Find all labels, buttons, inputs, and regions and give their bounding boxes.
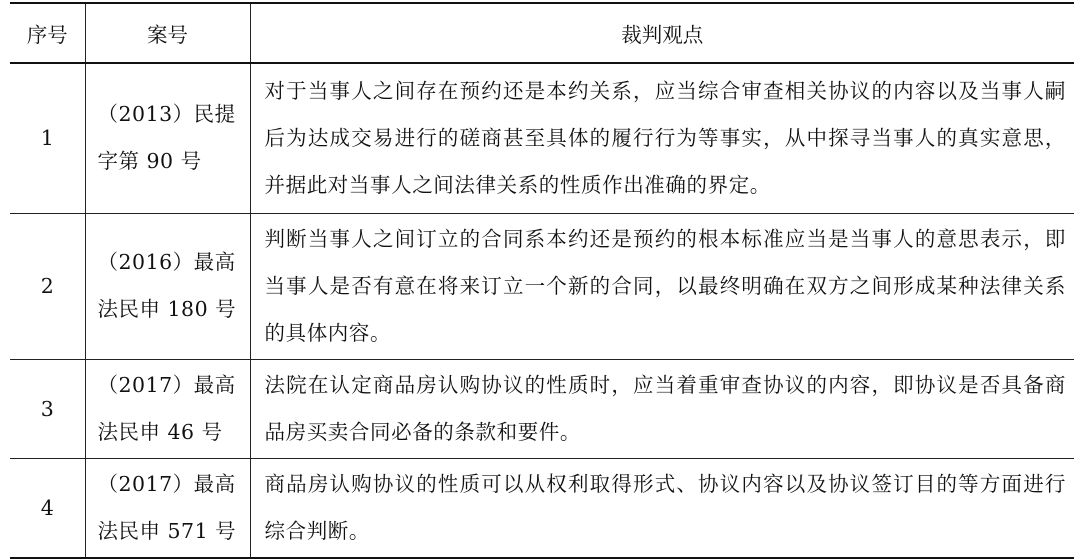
- row-case-number: （2013）民提字第 90 号: [85, 63, 250, 213]
- table-row: [10, 213, 1074, 359]
- row-index: 1: [10, 63, 85, 213]
- row-opinion: 法院在认定商品房认购协议的性质时，应当着重审查协议的内容，即协议是否具备商品房买卖合同必备的条款和要件。: [250, 359, 1074, 458]
- row-opinion: 商品房认购协议的性质可以从权利取得形式、协议内容以及协议签订目的等方面进行综合判断。: [250, 458, 1074, 558]
- row-index: 3: [10, 359, 85, 458]
- row-case-number: （2017）最高法民申 46 号: [85, 359, 250, 458]
- row-case-number: （2017）最高法民申 571 号: [85, 458, 250, 558]
- header-case-number: 案号: [85, 3, 250, 63]
- table-row: [10, 63, 1074, 213]
- table-header-row: [10, 3, 1074, 63]
- case-opinion-table-container: [10, 2, 1074, 559]
- row-index: 2: [10, 213, 85, 359]
- table-row: [10, 359, 1074, 458]
- header-index: 序号: [10, 3, 85, 63]
- row-index: 4: [10, 458, 85, 558]
- case-opinion-table: [10, 2, 1074, 559]
- row-opinion: 判断当事人之间订立的合同系本约还是预约的根本标准应当是当事人的意思表示，即当事人是否有意在将来订立一个新的合同，以最终明确在双方之间形成某种法律关系的具体内容。: [250, 213, 1074, 359]
- header-opinion: 裁判观点: [250, 3, 1074, 63]
- row-case-number: （2016）最高法民申 180 号: [85, 213, 250, 359]
- table-row: [10, 458, 1074, 558]
- row-opinion: 对于当事人之间存在预约还是本约关系，应当综合审查相关协议的内容以及当事人嗣后为达成交易进行的磋商甚至具体的履行行为等事实，从中探寻当事人的真实意思，并据此对当事人之间法律关系的性质作出准确的界定。: [250, 63, 1074, 213]
